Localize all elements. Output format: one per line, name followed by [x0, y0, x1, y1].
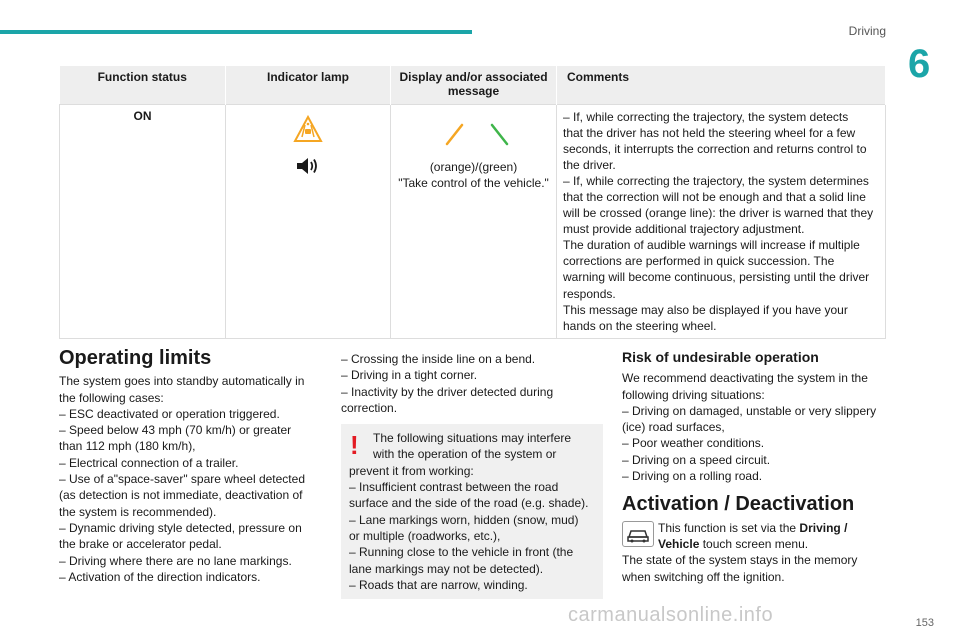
- activation-heading: Activation / Deactivation: [622, 493, 855, 516]
- activation-line-1: This function is set via the Driving /: [658, 520, 848, 535]
- page-number: 153: [915, 617, 934, 629]
- text-line: – Inactivity by the driver detected during: [341, 384, 554, 399]
- text-line: following driving situations:: [622, 387, 765, 402]
- text-line: – Lane markings worn, hidden (snow, mud): [349, 512, 579, 527]
- text-line: – Insufficient contrast between the road: [349, 480, 559, 495]
- table-header-row: [60, 66, 886, 104]
- text-line: – Driving where there are no lane markings.: [59, 553, 292, 568]
- text-line: than 112 mph (180 km/h),: [59, 439, 196, 454]
- activation-line-2: Vehicle touch screen menu.: [658, 536, 809, 551]
- comment-line: that the correction will not be enough and that a solid line: [563, 189, 866, 204]
- text-line: The system goes into standby automatically in: [59, 374, 305, 389]
- text-line: – Activation of the direction indicators.: [59, 569, 261, 584]
- comment-line: responds.: [563, 286, 616, 301]
- header-display-message: Display and/or associated message: [391, 66, 557, 104]
- function-status-table: [59, 66, 886, 339]
- operating-limits-section: [59, 347, 311, 585]
- display-message-text: "Take control of the vehicle.": [398, 175, 549, 190]
- status-cell: ON: [60, 104, 226, 338]
- risk-heading: Risk of undesirable operation: [622, 349, 819, 365]
- comment-line: must provide additional trajectory adjustment.: [563, 222, 805, 237]
- comment-line: corrections are performed in quick succession. The: [563, 254, 835, 269]
- comment-line: – If, while correcting the trajectory, the system detects: [563, 109, 849, 124]
- text-line: – Driving in a tight corner.: [341, 368, 478, 383]
- watermark: carmanualsonline.info: [568, 604, 774, 626]
- car-settings-icon: [622, 521, 654, 547]
- comment-line: This message may also be displayed if you have your: [563, 302, 848, 317]
- text-line: – Crossing the inside line on a bend.: [341, 352, 536, 366]
- text-line: – Use of a"space-saver" spare wheel detected: [59, 472, 305, 487]
- text-line: prevent it from working:: [349, 463, 474, 478]
- comment-line: warning will become continuous, persisting until the driver: [563, 270, 870, 285]
- risk-and-activation-section: [622, 349, 884, 585]
- text-line: surface and the side of the road (e.g. shade).: [349, 496, 589, 511]
- green-line-icon: [489, 122, 509, 146]
- warning-exclamation-icon: !: [350, 430, 359, 461]
- operating-limits-continued: [341, 351, 603, 599]
- text-line: – Running close to the vehicle in front (the: [349, 545, 574, 560]
- text-line: (ice) road surfaces,: [622, 420, 725, 435]
- comment-line: that the driver has not held the steering wheel for a few: [563, 125, 856, 140]
- header-function-status: Function status: [60, 66, 226, 104]
- activation-instruction: [622, 520, 884, 553]
- text-line: – Roads that are narrow, winding.: [349, 577, 528, 592]
- text-line: – Poor weather conditions.: [622, 436, 765, 451]
- operating-limits-heading: Operating limits: [59, 347, 212, 369]
- comment-line: The duration of audible warnings will increase if multiple: [563, 238, 860, 253]
- text-line: the brake or accelerator pedal.: [59, 537, 222, 552]
- comment-line: will be crossed (orange line): the driver is warned that they: [563, 206, 874, 221]
- text-line: The state of the system stays in the memory: [622, 553, 858, 568]
- warning-head: [349, 430, 595, 463]
- lane-lines-graphic: [397, 109, 550, 149]
- warning-box: [341, 424, 603, 599]
- header-comments: Comments: [557, 66, 886, 104]
- text-line: with the operation of the system or: [373, 447, 557, 462]
- comment-line: seconds, it interrupts the correction and returns control to: [563, 141, 867, 156]
- comment-line: hands on the steering wheel.: [563, 318, 717, 333]
- text-line: – ESC deactivated or operation triggered.: [59, 406, 280, 421]
- orange-line-icon: [445, 122, 465, 146]
- text-line: – Driving on a speed circuit.: [622, 452, 771, 467]
- text-line: lane markings may not be detected).: [349, 561, 544, 576]
- comments-cell: [557, 104, 886, 338]
- header-indicator-lamp: Indicator lamp: [226, 66, 391, 104]
- lane-warning-orange-icon: [293, 115, 323, 145]
- text-line: or multiple (roadworks, etc.),: [349, 528, 501, 543]
- comment-line: the driver.: [563, 157, 616, 172]
- text-line: The following situations may interfere: [373, 431, 572, 446]
- text-line: – Electrical connection of a trailer.: [59, 455, 239, 470]
- text-line: the system is recommended).: [59, 504, 217, 519]
- indicator-lamp-cell: [226, 104, 391, 338]
- section-title: Driving: [848, 24, 886, 38]
- comment-line: – If, while correcting the trajectory, the system determines: [563, 173, 869, 188]
- table-row: [60, 104, 886, 338]
- text-line: – Speed below 43 mph (70 km/h) or greater: [59, 423, 292, 438]
- text-line: when switching off the ignition.: [622, 569, 785, 584]
- text-line: – Driving on damaged, unstable or very slippery: [622, 403, 877, 418]
- speaker-icon: [295, 155, 321, 177]
- text-line: We recommend deactivating the system in the: [622, 371, 868, 386]
- header-accent-bar: [0, 30, 472, 34]
- text-line: – Driving on a rolling road.: [622, 469, 763, 484]
- display-color-label: (orange)/(green): [429, 159, 518, 174]
- text-line: (as detection is not immediate, deactivation of: [59, 488, 303, 503]
- display-message-cell: [391, 104, 557, 338]
- text-line: correction.: [341, 400, 398, 415]
- text-line: the following cases:: [59, 390, 164, 405]
- text-line: – Dynamic driving style detected, pressure on: [59, 520, 302, 535]
- chapter-number: 6: [908, 42, 931, 86]
